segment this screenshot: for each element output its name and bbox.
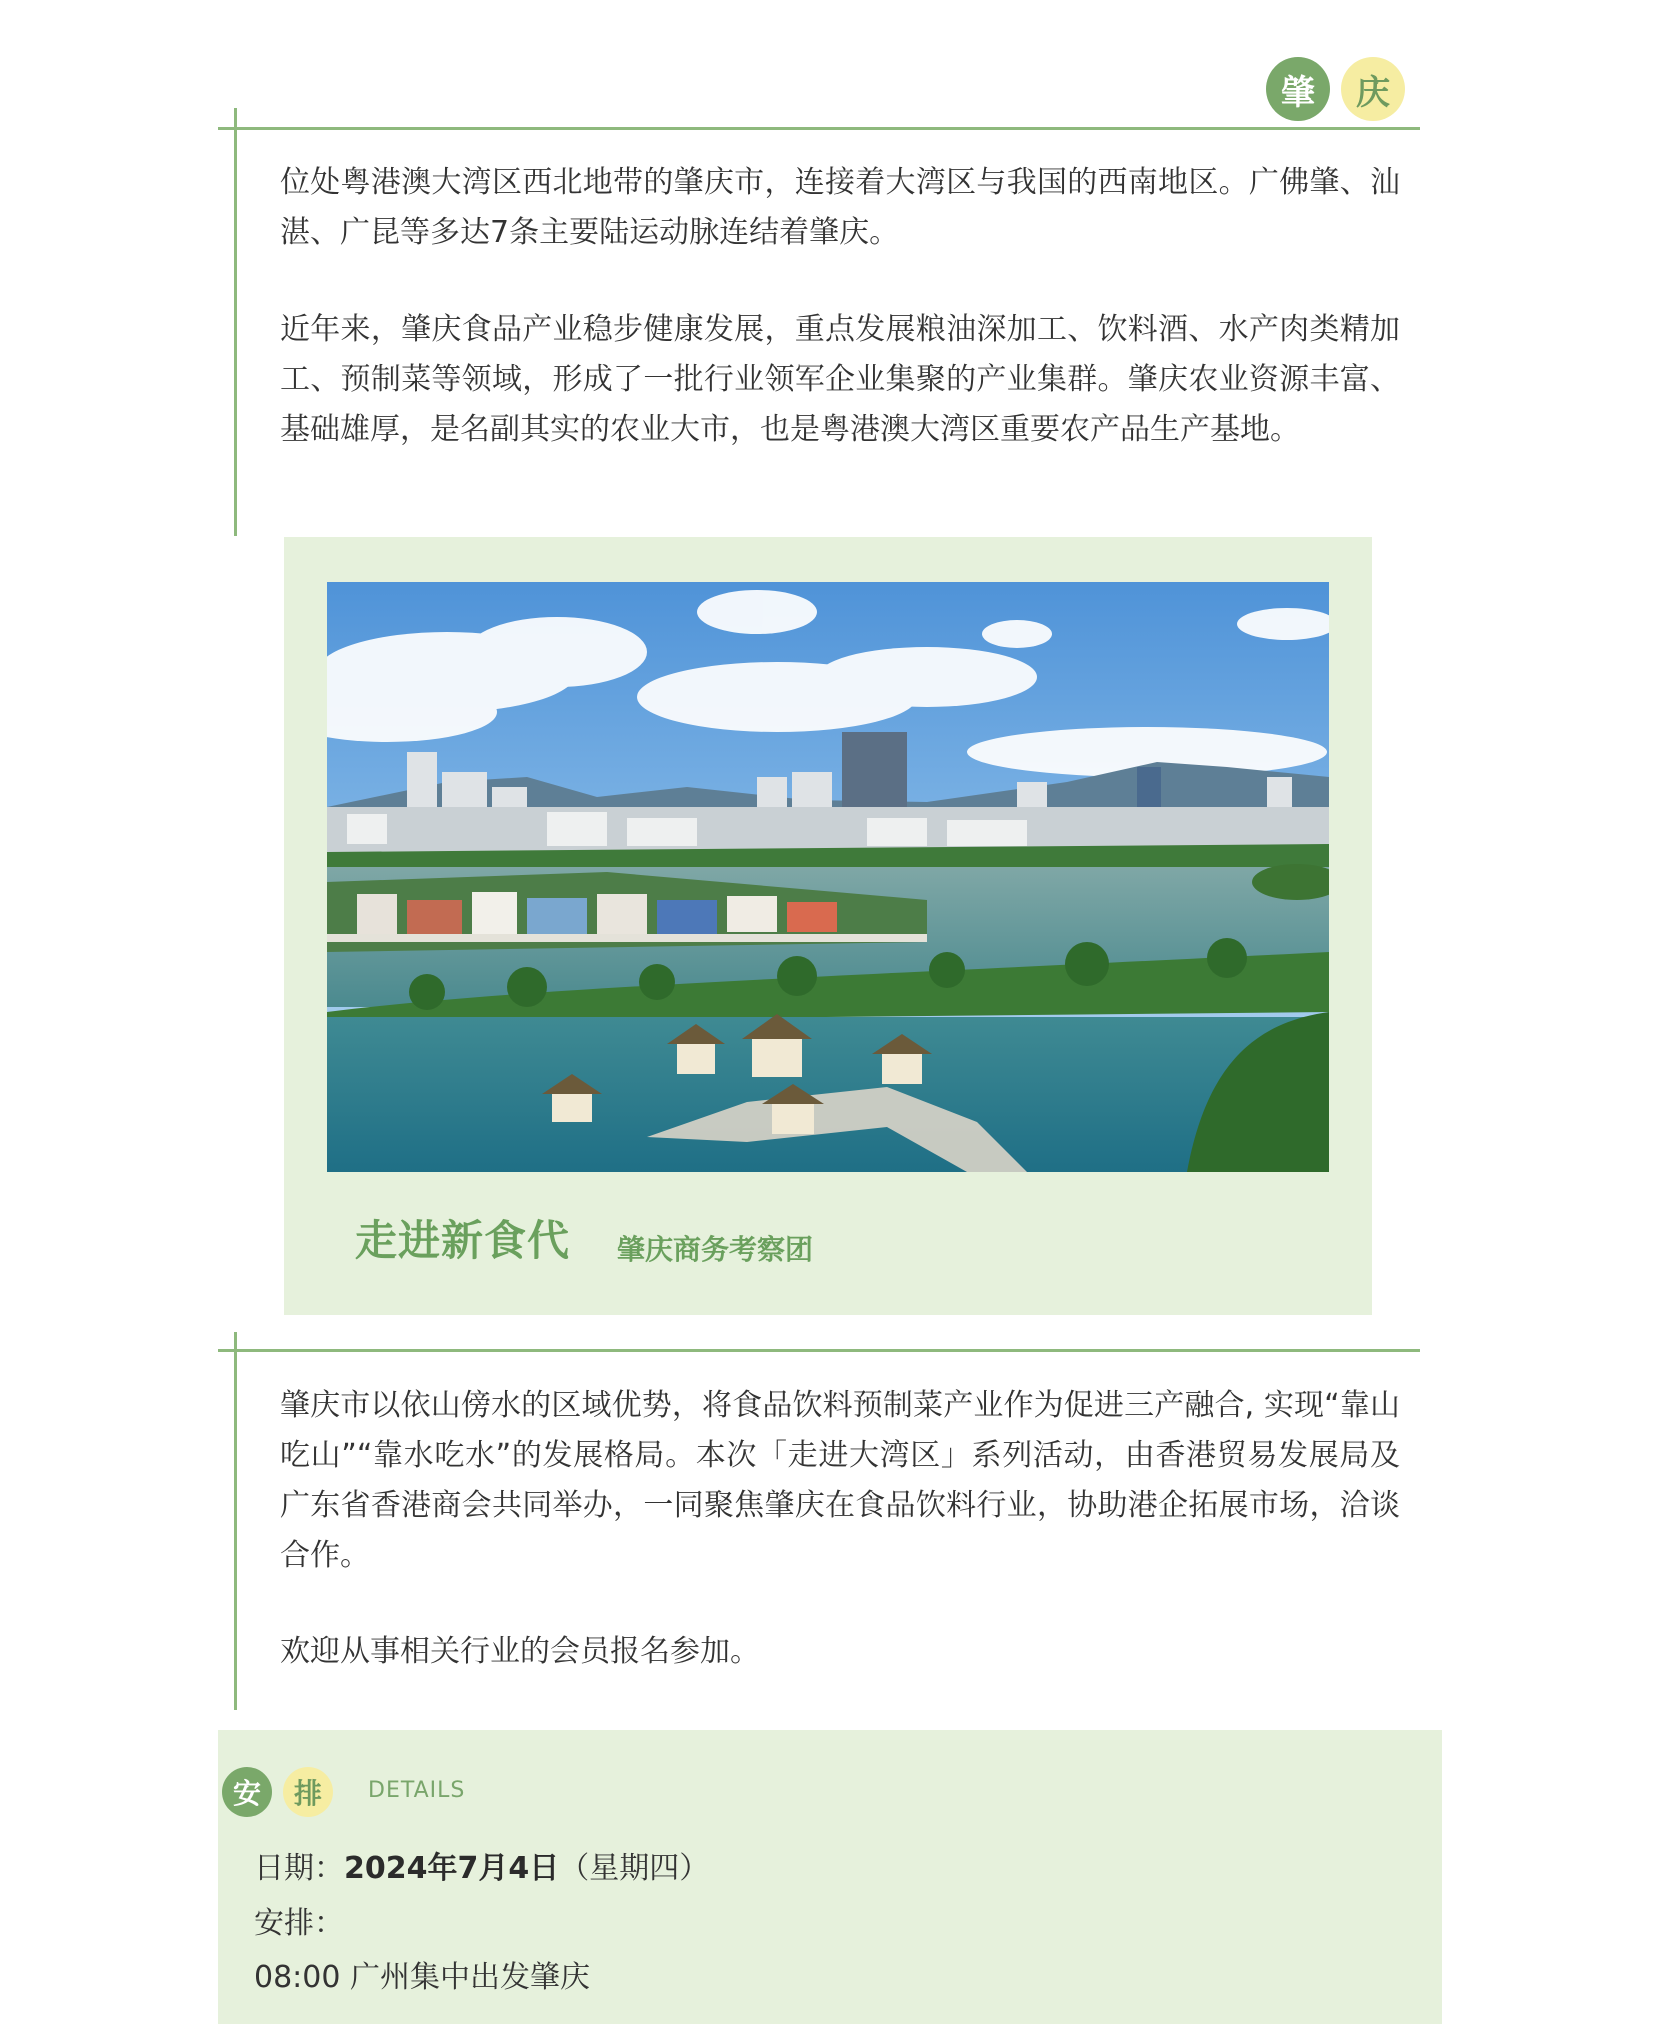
intro-paragraph-1: 位处粤港澳大湾区西北地带的肇庆市，连接着大湾区与我国的西南地区。广佛肇、汕湛、广昆等多达7条主要陆运动脉连结着肇庆。	[280, 165, 1400, 250]
date-value: 2024年7月4日	[344, 1851, 560, 1886]
feature-title: 走进新食代	[355, 1216, 571, 1265]
middle-left-rule	[234, 1332, 237, 1710]
badge-zhao: 肇	[1266, 57, 1330, 121]
badge-an: 安	[222, 1767, 272, 1817]
badge-qing: 庆	[1341, 57, 1405, 121]
middle-divider	[218, 1349, 1420, 1352]
badge-pai: 排	[283, 1767, 333, 1817]
date-weekday: （星期四）	[559, 1851, 710, 1886]
feature-subtitle: 肇庆商务考察团	[617, 1233, 814, 1266]
schedule-date	[254, 1843, 709, 1887]
details-tag: DETAILS	[368, 1778, 466, 1803]
date-label: 日期：	[254, 1851, 344, 1886]
top-left-rule	[234, 108, 237, 536]
schedule-arrange-label: 安排：	[254, 1906, 344, 1941]
body-paragraph-1: 肇庆市以依山傍水的区域优势，将食品饮料预制菜产业作为促进三产融合, 实现“靠山吃山”“靠水吃水”的发展格局。本次「走进大湾区」系列活动，由香港贸易发展局及广东省香港商会共同举办，一同聚焦肇庆在食品饮料行业，协助港企拓展市场，洽谈合作。	[280, 1388, 1400, 1573]
zhaoqing-lake-photo	[327, 582, 1329, 1172]
intro-paragraph-2: 近年来，肇庆食品产业稳步健康发展，重点发展粮油深加工、饮料酒、水产肉类精加工、预制菜等领域，形成了一批行业领军企业集聚的产业集群。肇庆农业资源丰富、基础雄厚，是名副其实的农业大市，也是粤港澳大湾区重要农产品生产基地。	[280, 312, 1400, 447]
body-paragraph-2: 欢迎从事相关行业的会员报名参加。	[280, 1634, 760, 1669]
top-divider	[218, 127, 1420, 130]
schedule-item: 08:00 广州集中出发肇庆	[254, 1960, 590, 1995]
